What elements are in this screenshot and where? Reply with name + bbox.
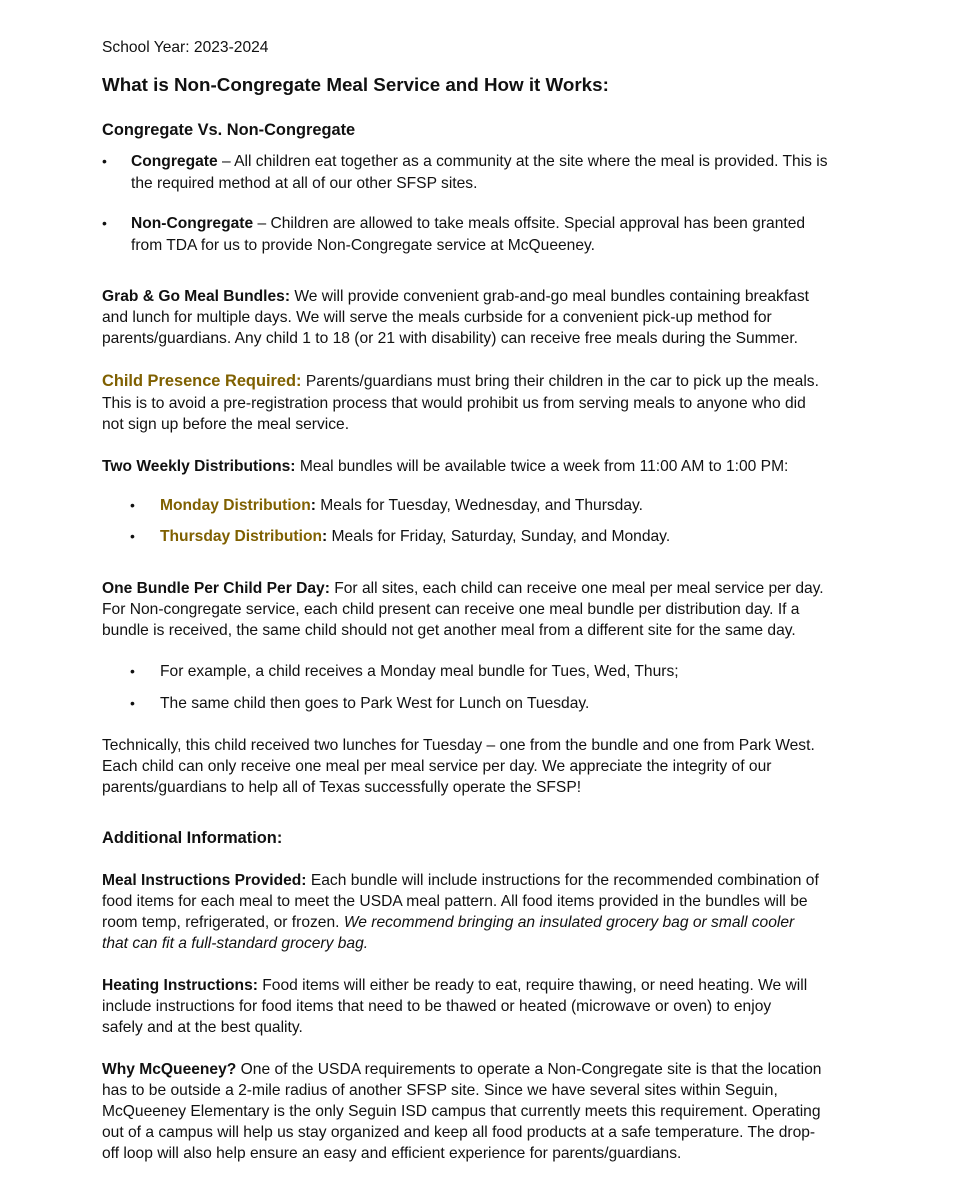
one-bundle-line1 — [102, 578, 824, 599]
monday-text: Meals for Tuesday, Wednesday, and Thursday. — [315, 497, 644, 514]
grab-go-line1 — [102, 286, 809, 307]
heating-label: Heating Instructions: — [102, 977, 258, 994]
why-line2: has to be outside a 2-mile radius of another SFSP site. Since we have several sites within Seguin, — [102, 1082, 778, 1099]
child-presence-line2: This is to avoid a pre-registration process that would prohibit us from serving meals to anyone who did — [102, 395, 806, 412]
example-2: The same child then goes to Park West for Lunch on Tuesday. — [160, 695, 590, 712]
grab-go-label: Grab & Go Meal Bundles: — [102, 288, 291, 305]
bullet-icon: • — [130, 695, 135, 711]
thursday-text: Meals for Friday, Saturday, Sunday, and Monday. — [327, 528, 671, 545]
page-title: What is Non-Congregate Meal Service and How it Works: — [102, 74, 609, 95]
congregate-text: – All children eat together as a community at the site where the meal is provided. This is — [217, 153, 828, 170]
bullet-icon: • — [130, 528, 135, 544]
school-year: School Year: 2023-2024 — [102, 39, 269, 56]
meal-instructions-italic: We recommend bringing an insulated grocery bag or small cooler — [343, 914, 795, 931]
example-1: For example, a child receives a Monday meal bundle for Tues, Wed, Thurs; — [160, 663, 679, 680]
non-congregate-text: – Children are allowed to take meals offsite. Special approval has been granted — [253, 215, 806, 232]
heating-line2: include instructions for food items that need to be thawed or heated (microwave or oven) to enjoy — [102, 998, 772, 1015]
child-presence-label: Child Presence Required: — [102, 372, 302, 390]
heating-line3: safely and at the best quality. — [102, 1019, 303, 1036]
congregate-term: Congregate — [131, 153, 218, 170]
why-line5: off loop will also help ensure an easy and efficient experience for parents/guardians. — [102, 1145, 682, 1162]
why-line1 — [102, 1059, 821, 1080]
why-text: One of the USDA requirements to operate a Non-Congregate site is that the location — [236, 1061, 822, 1078]
non-congregate-term: Non-Congregate — [131, 215, 254, 232]
thursday-label: Thursday Distribution — [160, 528, 323, 545]
section-heading-congregate: Congregate Vs. Non-Congregate — [102, 121, 356, 139]
one-bundle-line3: bundle is received, the same child should not get another meal from a different site for the same day. — [102, 622, 796, 639]
why-line3: McQueeney Elementary is the only Seguin ISD campus that currently meets this requirement. Operating — [102, 1103, 821, 1120]
why-line4: out of a campus will help us stay organized and keep all food products at a safe temperature. The drop- — [102, 1124, 816, 1141]
meal-instructions-text3: room temp, refrigerated, or frozen. — [102, 914, 344, 931]
section-heading-additional: Additional Information: — [102, 829, 283, 847]
grab-go-text: We will provide convenient grab-and-go meal bundles containing breakfast — [290, 288, 809, 305]
thursday-distribution — [160, 526, 670, 547]
congregate-line2: the required method at all of our other SFSP sites. — [131, 175, 478, 192]
monday-colon: : — [310, 497, 316, 514]
non-congregate-line1 — [131, 213, 805, 234]
one-bundle-label: One Bundle Per Child Per Day: — [102, 580, 330, 597]
non-congregate-line2: from TDA for us to provide Non-Congregate service at McQueeney. — [131, 237, 595, 254]
child-presence-text: Parents/guardians must bring their children in the car to pick up the meals. — [301, 373, 819, 390]
grab-go-line2: and lunch for multiple days. We will serve the meals curbside for a convenient pick-up method for — [102, 309, 772, 326]
congregate-line1 — [131, 151, 828, 172]
monday-label: Monday Distribution — [160, 497, 311, 514]
bullet-icon: • — [102, 153, 107, 169]
child-presence-line3: not sign up before the meal service. — [102, 416, 350, 433]
bullet-icon: • — [130, 663, 135, 679]
one-bundle-text: For all sites, each child can receive one meal per meal service per day. — [329, 580, 824, 597]
meal-instructions-line4: that can fit a full-standard grocery bag. — [102, 935, 369, 952]
heating-text: Food items will either be ready to eat, require thawing, or need heating. We will — [257, 977, 808, 994]
grab-go-line3: parents/guardians. Any child 1 to 18 (or 21 with disability) can receive free meals during the Summer. — [102, 330, 799, 347]
bullet-icon: • — [102, 215, 107, 231]
meal-instructions-label: Meal Instructions Provided: — [102, 872, 307, 889]
child-presence-line1 — [102, 371, 819, 392]
meal-instructions-text: Each bundle will include instructions for the recommended combination of — [306, 872, 819, 889]
technically-line3: parents/guardians to help all of Texas successfully operate the SFSP! — [102, 779, 582, 796]
distributions-label: Two Weekly Distributions: — [102, 458, 296, 475]
thursday-colon: : — [322, 528, 328, 545]
technically-line1: Technically, this child received two lunches for Tuesday – one from the bundle and one from Park West. — [102, 737, 815, 754]
meal-instructions-line1 — [102, 870, 819, 891]
distributions-line1 — [102, 456, 788, 477]
bullet-icon: • — [130, 497, 135, 513]
distributions-text: Meal bundles will be available twice a week from 11:00 AM to 1:00 PM: — [295, 458, 789, 475]
meal-instructions-line3 — [102, 912, 794, 933]
monday-distribution — [160, 495, 643, 516]
technically-line2: Each child can only receive one meal per meal service per day. We appreciate the integrity of our — [102, 758, 772, 775]
meal-instructions-line2: food items for each meal to meet the USDA meal pattern. All food items provided in the bundles will be — [102, 893, 808, 910]
why-label: Why McQueeney? — [102, 1061, 237, 1078]
heating-line1 — [102, 975, 807, 996]
one-bundle-line2: For Non-congregate service, each child present can receive one meal bundle per distribution day. If a — [102, 601, 800, 618]
